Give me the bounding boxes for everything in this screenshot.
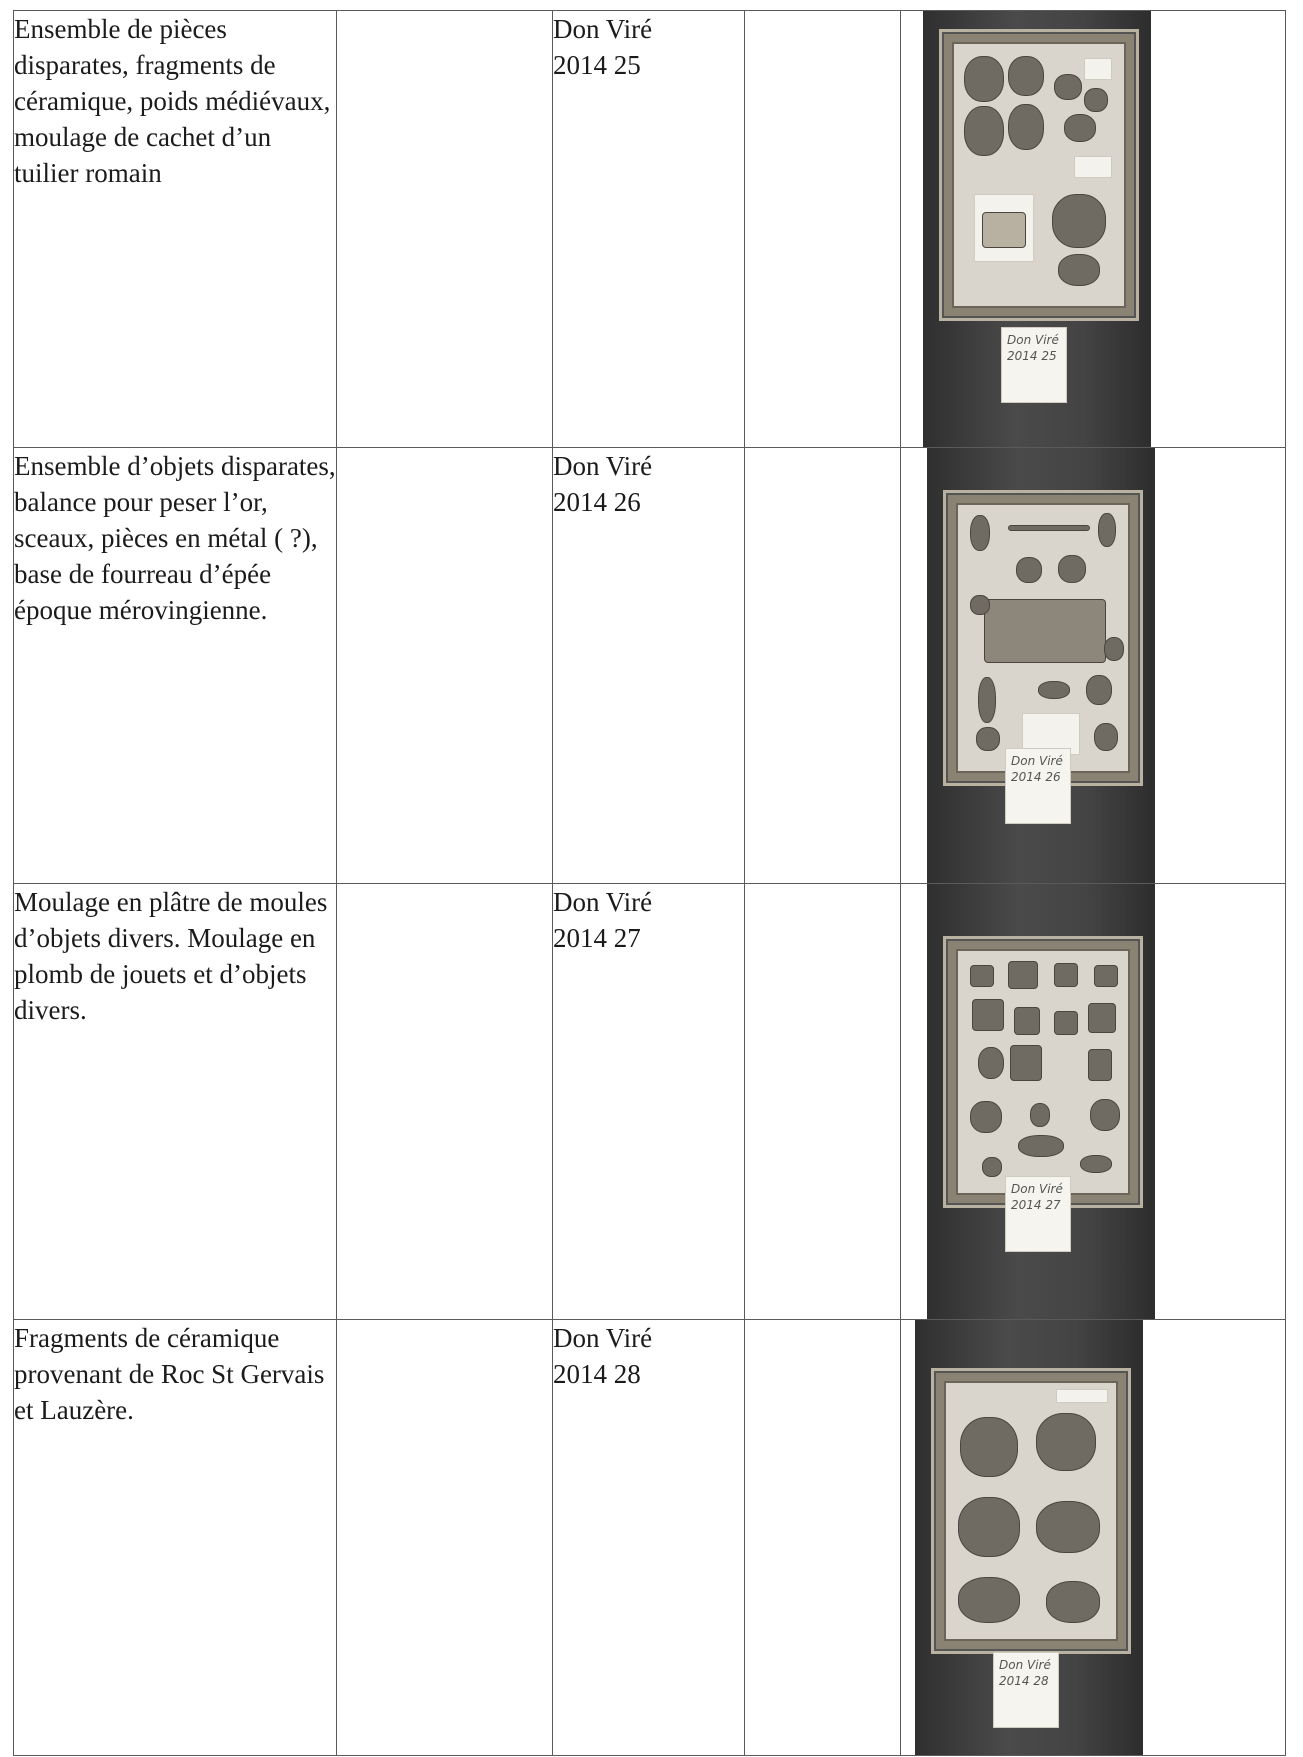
display-box	[939, 29, 1139, 321]
empty-cell	[337, 448, 553, 884]
inventory-number: 2014 26	[553, 487, 641, 517]
inventory-number: 2014 25	[553, 50, 641, 80]
empty-cell	[745, 448, 901, 884]
donor-label: Don Viré	[553, 451, 653, 481]
reference-cell	[553, 884, 745, 1320]
table-row	[14, 448, 1286, 884]
specimen-box-photo	[927, 448, 1155, 883]
display-box	[931, 1368, 1131, 1654]
empty-cell	[745, 884, 901, 1320]
photo-label-card: Don Viré 2014 28	[993, 1652, 1059, 1728]
description-cell	[14, 884, 337, 1320]
table-row	[14, 884, 1286, 1320]
specimen-box-photo	[915, 1320, 1143, 1755]
description-text: Ensemble d’objets disparates, balance pour peser l’or, sceaux, pièces en métal ( ?), base de fourreau d’épée époque mérovingienne.	[14, 451, 336, 625]
display-box	[943, 490, 1143, 786]
photo-label-card: Don Viré 2014 27	[1005, 1176, 1071, 1252]
photo-cell	[901, 1320, 1134, 1756]
description-text: Moulage en plâtre de moules d’objets divers. Moulage en plomb de jouets et d’objets divers.	[14, 887, 328, 1025]
inventory-table	[13, 10, 1286, 1756]
empty-cell	[337, 884, 553, 1320]
donor-label: Don Viré	[553, 1323, 653, 1353]
description-text: Ensemble de pièces disparates, fragments de céramique, poids médiévaux, moulage de cachet d’un tuilier romain	[14, 14, 331, 188]
table-row	[14, 1320, 1286, 1756]
display-box	[943, 936, 1143, 1208]
description-cell	[14, 1320, 337, 1756]
photo-cell	[901, 884, 1134, 1320]
empty-cell	[745, 1320, 901, 1756]
empty-cell	[337, 1320, 553, 1756]
photo-label-card: Don Viré 2014 25	[1001, 327, 1067, 403]
specimen-box-photo	[923, 11, 1151, 447]
photo-cell	[901, 448, 1134, 884]
empty-cell	[1134, 448, 1286, 884]
description-cell	[14, 11, 337, 448]
reference-cell	[553, 448, 745, 884]
empty-cell	[1134, 884, 1286, 1320]
empty-cell	[337, 11, 553, 448]
table-row	[14, 11, 1286, 448]
donor-label: Don Viré	[553, 887, 653, 917]
empty-cell	[745, 11, 901, 448]
specimen-box-photo	[927, 884, 1155, 1319]
inventory-number: 2014 28	[553, 1359, 641, 1389]
empty-cell	[1134, 1320, 1286, 1756]
empty-cell	[1134, 11, 1286, 448]
description-text: Fragments de céramique provenant de Roc St Gervais et Lauzère.	[14, 1323, 325, 1425]
description-cell	[14, 448, 337, 884]
inventory-number: 2014 27	[553, 923, 641, 953]
reference-cell	[553, 11, 745, 448]
donor-label: Don Viré	[553, 14, 653, 44]
photo-cell	[901, 11, 1134, 448]
reference-cell	[553, 1320, 745, 1756]
photo-label-card: Don Viré 2014 26	[1005, 748, 1071, 824]
